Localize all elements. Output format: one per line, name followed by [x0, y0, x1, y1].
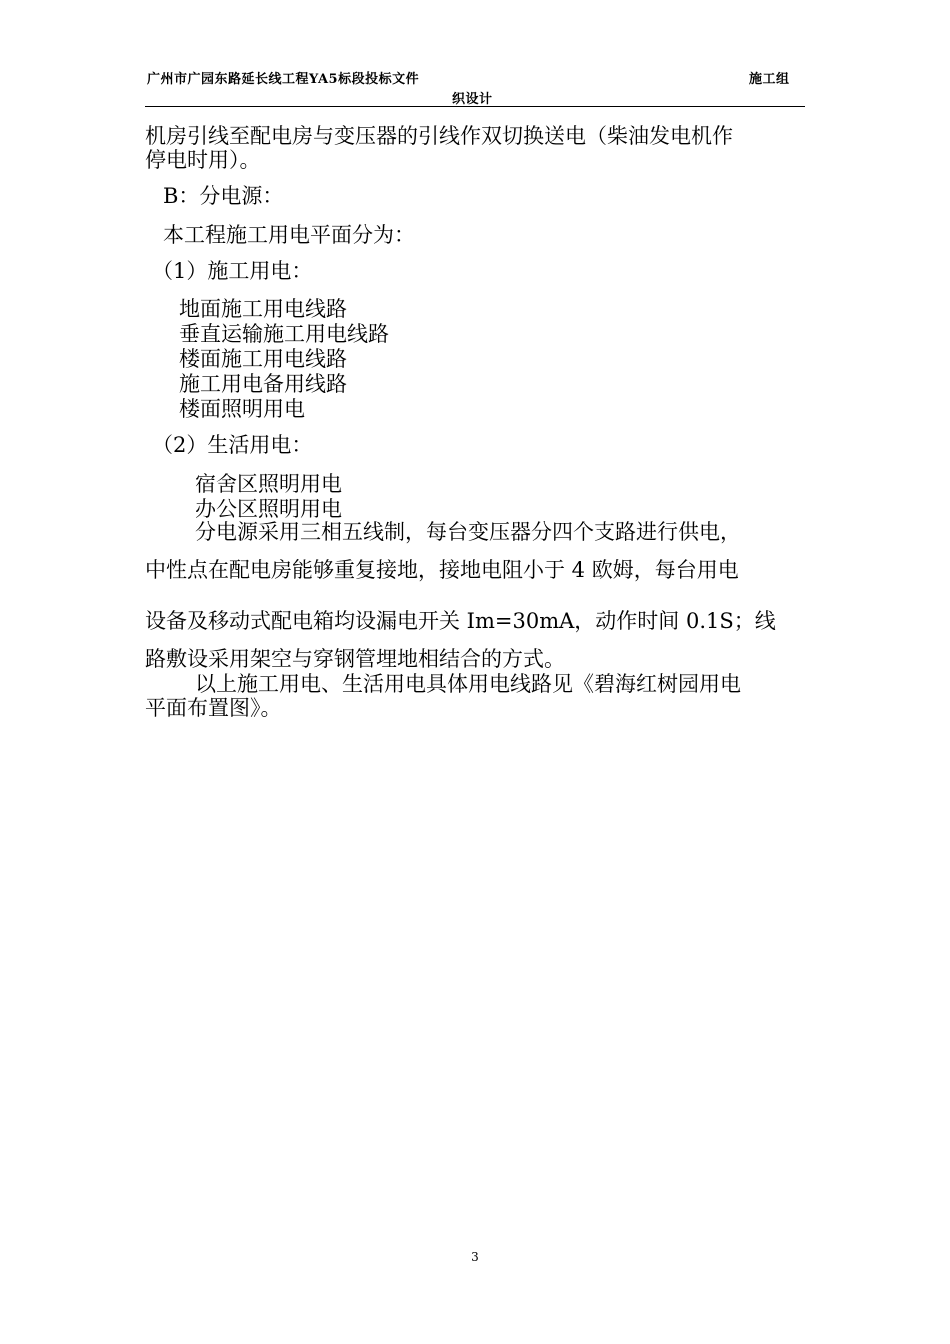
list-item: 楼面照明用电: [179, 397, 305, 421]
paragraph-2-line-1: 分电源采用三相五线制，每台变压器分四个支路进行供电，: [195, 520, 741, 544]
list-item: 楼面施工用电线路: [179, 347, 347, 371]
header-right: 施工组: [749, 72, 790, 87]
section-b-heading: B：分电源：: [163, 184, 284, 208]
list-item: 办公区照明用电: [195, 497, 342, 521]
living-power-heading: （2）生活用电：: [152, 433, 313, 457]
paragraph-2-line-2: 中性点在配电房能够重复接地，接地电阻小于 4 欧姆，每台用电: [145, 558, 739, 582]
paragraph-1-line-1: 机房引线至配电房与变压器的引线作双切换送电（柴油发电机作: [145, 124, 733, 148]
intro-text: 本工程施工用电平面分为：: [163, 223, 415, 247]
list-item: 垂直运输施工用电线路: [179, 322, 389, 346]
construction-power-heading: （1）施工用电：: [152, 259, 313, 283]
header-rule: [145, 106, 805, 107]
header-title: 广州市广园东路延长线工程YA5标段投标文件: [147, 72, 420, 87]
list-item: 宿舍区照明用电: [195, 472, 342, 496]
paragraph-3-line-1: 以上施工用电、生活用电具体用电线路见《碧海红树园用电: [195, 672, 741, 696]
header-second-line: 织设计: [452, 92, 493, 107]
page-number: 3: [471, 1250, 479, 1264]
list-item: 地面施工用电线路: [179, 297, 347, 321]
list-item: 施工用电备用线路: [179, 372, 347, 396]
paragraph-1-line-2: 停电时用）。: [145, 148, 261, 172]
paragraph-2-line-3: 设备及移动式配电箱均设漏电开关 Im=30mA，动作时间 0.1S；线: [145, 609, 776, 633]
paragraph-3-line-2: 平面布置图》。: [145, 696, 282, 720]
paragraph-2-line-4: 路敷设采用架空与穿钢管埋地相结合的方式。: [145, 647, 565, 671]
